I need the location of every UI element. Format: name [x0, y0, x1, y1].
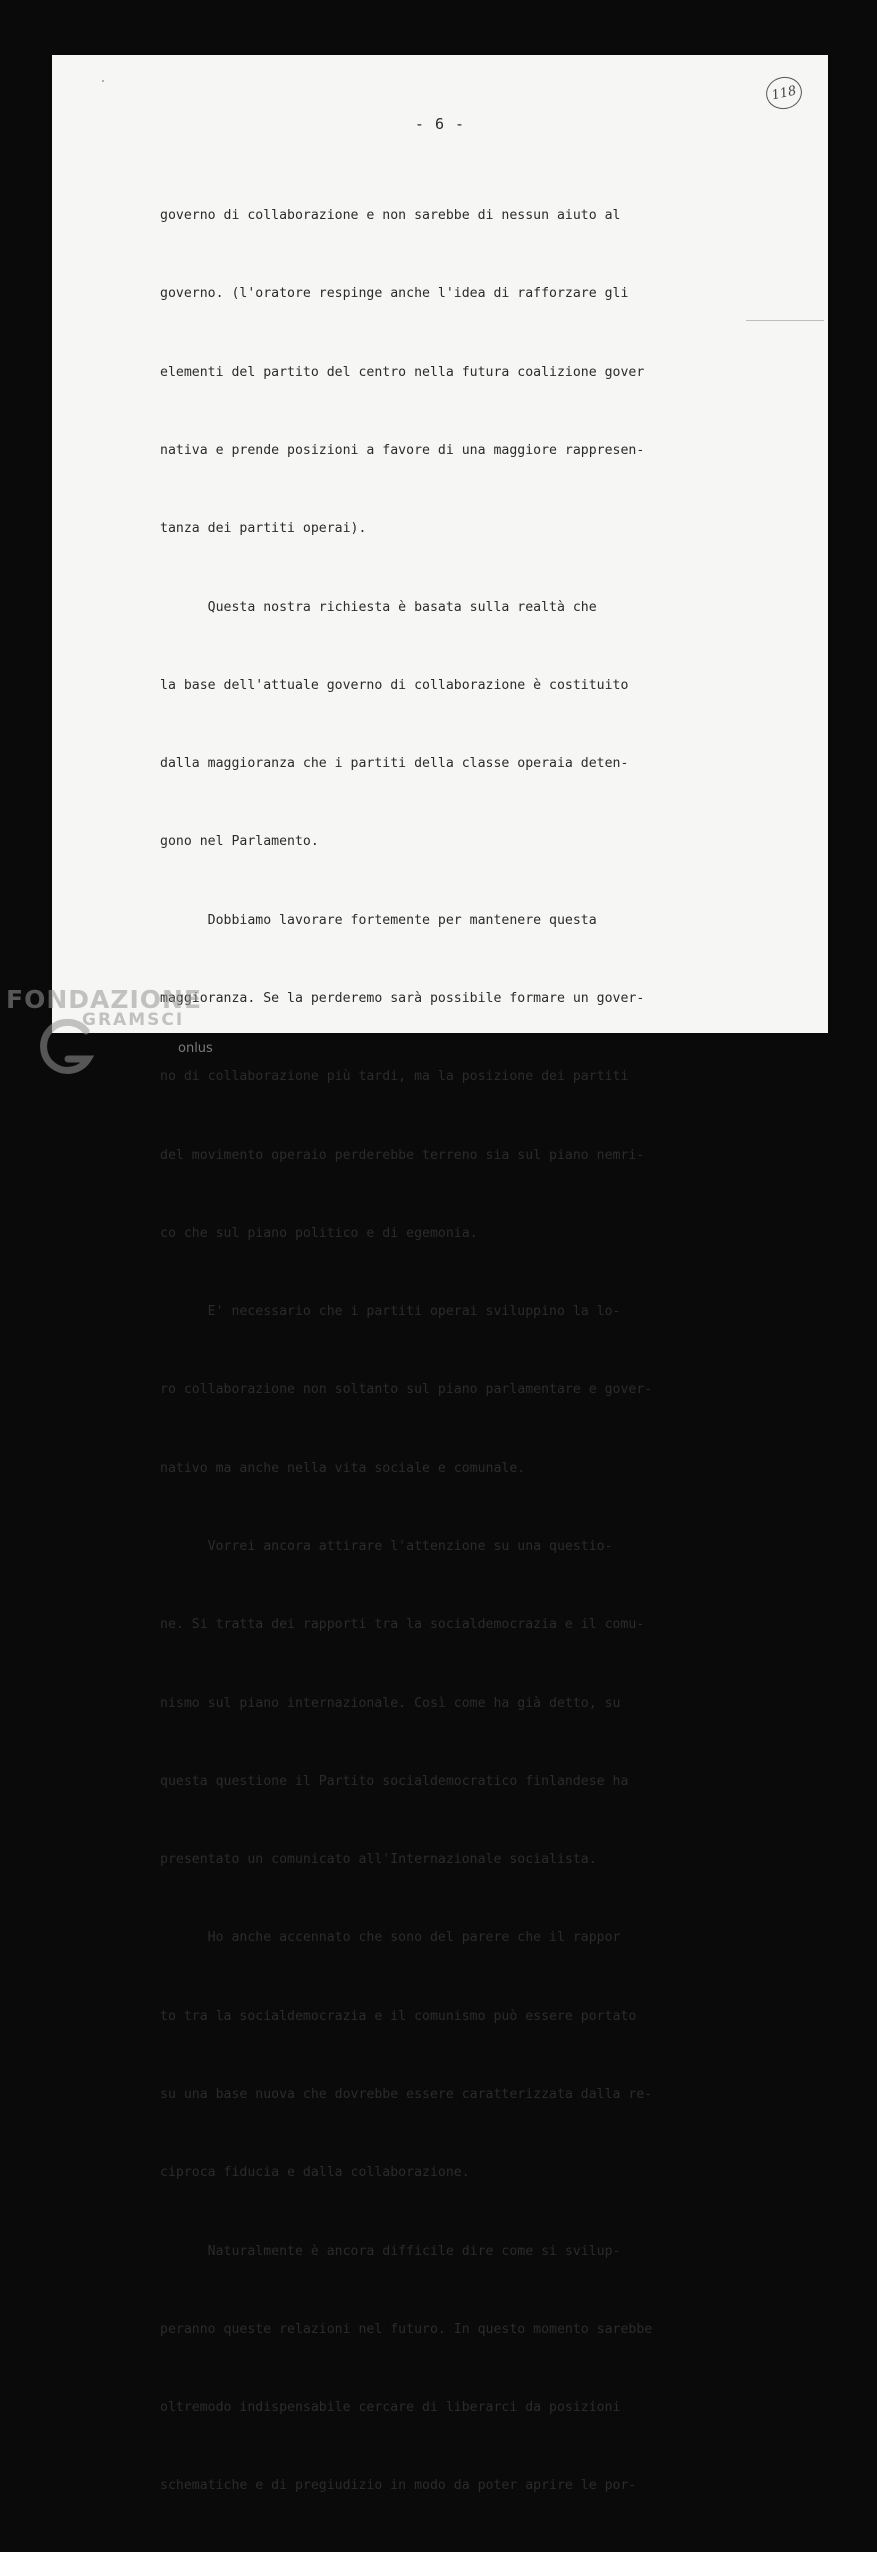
text-line: Naturalmente è ancora difficile dire come si svilup-	[160, 2243, 621, 2259]
text-line: Vorrei ancora attirare l'attenzione su una questio-	[160, 1538, 613, 1554]
text-line: ro collaborazione non soltanto sul piano parlamentare e gover-	[160, 1382, 653, 1398]
text-line: nativo ma anche nella vita sociale e comunale.	[160, 1460, 526, 1476]
text-line: elementi del partito del centro nella futura coalizione gover	[160, 364, 645, 380]
text-line: no di collaborazione più tardi, ma la posizione dei partiti	[160, 1069, 629, 1085]
text-line: peranno queste relazioni nel futuro. In questo momento sarebbe	[160, 2321, 653, 2337]
text-line: questa questione il Partito socialdemocratico finlandese ha	[160, 1773, 629, 1789]
typewritten-text	[160, 151, 760, 2552]
text-line: governo. (l'oratore respinge anche l'idea di rafforzare gli	[160, 286, 629, 302]
watermark-suffix: onlus	[178, 1041, 213, 1056]
text-line: presentato un comunicato all'Internazionale socialista.	[160, 1852, 597, 1868]
fondazione-gramsci-watermark	[6, 985, 236, 1080]
text-line: co che sul piano politico e di egemonia.	[160, 1225, 478, 1241]
archive-stamp-number: 118	[763, 74, 805, 113]
text-line: Dobbiamo lavorare fortemente per mantenere questa	[160, 912, 597, 928]
text-line: Ho anche accennato che sono del parere che il rappor	[160, 1930, 621, 1946]
text-line: ne. Si tratta dei rapporti tra la socialdemocrazia e il comu-	[160, 1617, 645, 1633]
text-line: dalla maggioranza che i partiti della classe operaia deten-	[160, 756, 629, 772]
text-line: E' necessario che i partiti operai sviluppino la lo-	[160, 1304, 621, 1320]
text-line: nativa e prende posizioni a favore di una maggiore rappresen-	[160, 443, 645, 459]
text-line: governo di collaborazione e non sarebbe di nessun aiuto al	[160, 208, 621, 224]
text-line: tanza dei partiti operai).	[160, 521, 367, 537]
watermark-subtitle: GRAMSCI	[82, 1010, 185, 1030]
text-line: to tra la socialdemocrazia e il comunismo può essere portato	[160, 2008, 637, 2024]
page-number: - 6 -	[414, 115, 466, 133]
ink-dot	[102, 80, 104, 82]
text-line: Questa nostra richiesta è basata sulla realtà che	[160, 599, 597, 615]
text-line: maggioranza. Se la perderemo sarà possibile formare un gover-	[160, 991, 645, 1006]
text-line: oltremodo indispensabile cercare di liberarci da posizioni	[160, 2400, 621, 2416]
text-line: del movimento operaio perderebbe terreno sia sul piano nemri-	[160, 1147, 645, 1163]
watermark-title: FONDAZIONE	[6, 985, 203, 1014]
text-line: gono nel Parlamento.	[160, 834, 319, 850]
text-line: schematiche e di pregiudizio in modo da poter aprire le por-	[160, 2478, 637, 2494]
text-line: su una base nuova che dovrebbe essere caratterizzata dalla re-	[160, 2086, 653, 2102]
text-line: la base dell'attuale governo di collaborazione è costituito	[160, 677, 629, 693]
text-line: nismo sul piano internazionale. Così come ha già detto, su	[160, 1695, 621, 1711]
text-line: ciproca fiducia e dalla collaborazione.	[160, 2165, 470, 2181]
